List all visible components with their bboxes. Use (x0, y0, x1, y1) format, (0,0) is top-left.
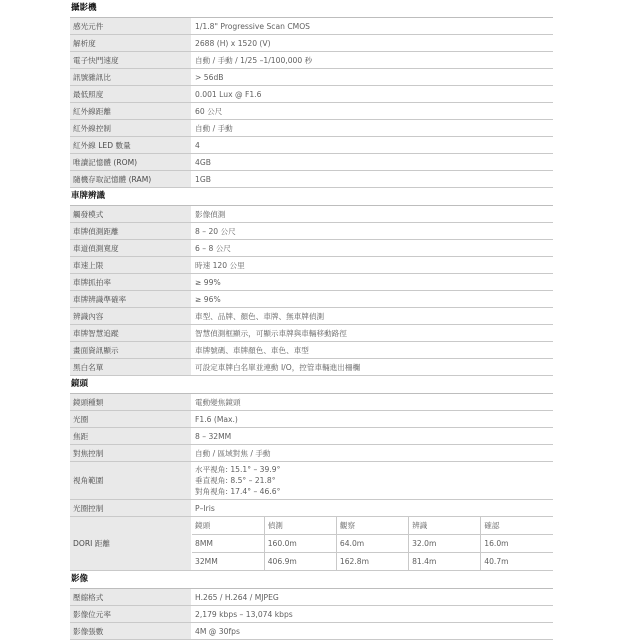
spec-value: > 56dB (192, 69, 554, 86)
spec-row (70, 359, 553, 376)
fov-values (192, 462, 554, 500)
spec-label: 感光元件 (70, 18, 192, 35)
spec-row (70, 291, 553, 308)
spec-label: 隨機存取記憶體 (RAM) (70, 171, 192, 188)
spec-label: 壓縮格式 (70, 589, 192, 606)
spec-label: 影像位元率 (70, 606, 192, 623)
spec-label: 車牌抓拍率 (70, 274, 192, 291)
spec-row (70, 257, 553, 274)
fov-row (70, 462, 553, 500)
spec-row (70, 274, 553, 291)
spec-value: 可設定車牌白名單並連動 I/O，控管車輛進出柵欄 (192, 359, 554, 376)
spec-label: 鏡頭種類 (70, 394, 192, 411)
section-title-video: 影像 (70, 571, 553, 589)
spec-label: 唯讀記憶體 (ROM) (70, 154, 192, 171)
spec-row (70, 342, 553, 359)
spec-value: 智慧偵測框顯示，可顯示車牌與車輛移動路徑 (192, 325, 554, 342)
spec-label: 紅外線距離 (70, 103, 192, 120)
dori-label: DORI 距離 (70, 517, 192, 571)
dori-header: 辨識 (409, 517, 481, 535)
spec-value: 影像偵測 (192, 206, 554, 223)
section-title-lens: 鏡頭 (70, 376, 553, 394)
fov-label: 視角範圍 (70, 462, 192, 500)
spec-row (70, 86, 553, 103)
spec-sheet (70, 0, 553, 640)
spec-label: 辨識內容 (70, 308, 192, 325)
dori-data-row (192, 553, 553, 571)
spec-row (70, 308, 553, 325)
spec-value: 自動 / 區域對焦 / 手動 (192, 445, 554, 462)
dori-header-row (192, 517, 553, 535)
spec-row (70, 137, 553, 154)
spec-value: 2688 (H) x 1520 (V) (192, 35, 554, 52)
spec-value: 4M @ 30fps (192, 623, 554, 640)
spec-value: 8 – 32MM (192, 428, 554, 445)
iris-value: P–Iris (192, 500, 554, 517)
dori-header: 偵測 (264, 517, 336, 535)
spec-label: 訊號雜訊比 (70, 69, 192, 86)
dori-cell-value: 160.0m (264, 535, 336, 553)
spec-value: 電動變焦鏡頭 (192, 394, 554, 411)
dori-data-row (192, 535, 553, 553)
dori-cell-value: 162.8m (336, 553, 408, 571)
dori-cell-value: 32.0m (409, 535, 481, 553)
fov-horizontal: 水平視角: 15.1° – 39.9° (195, 465, 281, 474)
spec-label: 車道偵測寬度 (70, 240, 192, 257)
spec-label: 黑白名單 (70, 359, 192, 376)
spec-row (70, 52, 553, 69)
spec-value: 4 (192, 137, 554, 154)
spec-label: 觸發模式 (70, 206, 192, 223)
spec-label: 車速上限 (70, 257, 192, 274)
spec-value: 0.001 Lux @ F1.6 (192, 86, 554, 103)
spec-label: 解析度 (70, 35, 192, 52)
spec-label: 最低照度 (70, 86, 192, 103)
spec-row (70, 445, 553, 462)
spec-value: 4GB (192, 154, 554, 171)
section-title-camera: 攝影機 (70, 0, 553, 18)
spec-value: 自動 / 手動 (192, 120, 554, 137)
spec-label: 光圈 (70, 411, 192, 428)
spec-value: ≥ 99% (192, 274, 554, 291)
spec-value: 1/1.8" Progressive Scan CMOS (192, 18, 554, 35)
spec-row (70, 35, 553, 52)
video-spec-table (70, 589, 553, 640)
spec-row (70, 171, 553, 188)
spec-value: 2,179 kbps – 13,074 kbps (192, 606, 554, 623)
spec-value: F1.6 (Max.) (192, 411, 554, 428)
fov-vertical: 垂直視角: 8.5° – 21.8° (195, 476, 276, 485)
dori-cell-value: 406.9m (264, 553, 336, 571)
spec-value: 8 – 20 公尺 (192, 223, 554, 240)
dori-table (192, 517, 553, 570)
fov-diagonal: 對角視角: 17.4° – 46.6° (195, 487, 281, 496)
spec-value: 車牌號碼、車牌顏色、車色、車型 (192, 342, 554, 359)
lens-spec-table (70, 394, 553, 571)
spec-row (70, 206, 553, 223)
spec-label: 紅外線控制 (70, 120, 192, 137)
dori-cell-value: 8MM (192, 535, 264, 553)
spec-row (70, 69, 553, 86)
spec-value: 1GB (192, 171, 554, 188)
spec-label: 車牌偵測距離 (70, 223, 192, 240)
dori-cell-value: 40.7m (481, 553, 553, 571)
spec-row (70, 589, 553, 606)
camera-spec-table (70, 18, 553, 188)
spec-row (70, 240, 553, 257)
section-title-lpr: 車牌辨識 (70, 188, 553, 206)
spec-row (70, 103, 553, 120)
spec-value: 車型、品牌、顏色、車牌、無車牌偵測 (192, 308, 554, 325)
spec-row (70, 120, 553, 137)
spec-label: 畫面資訊顯示 (70, 342, 192, 359)
dori-cell-value: 32MM (195, 557, 218, 566)
spec-label: 影像張數 (70, 623, 192, 640)
spec-row (70, 154, 553, 171)
spec-value: 6 – 8 公尺 (192, 240, 554, 257)
spec-label: 車牌辨識準確率 (70, 291, 192, 308)
spec-value: H.265 / H.264 / MJPEG (192, 589, 554, 606)
spec-row (70, 428, 553, 445)
spec-row (70, 325, 553, 342)
spec-label: 紅外線 LED 數量 (70, 137, 192, 154)
dori-header: 觀察 (336, 517, 408, 535)
dori-header: 確認 (481, 517, 553, 535)
dori-cell (192, 517, 554, 571)
spec-row (70, 394, 553, 411)
spec-value: 60 公尺 (192, 103, 554, 120)
spec-value: 時速 120 公里 (192, 257, 554, 274)
spec-label: 車牌智慧追蹤 (70, 325, 192, 342)
spec-label: 對焦控制 (70, 445, 192, 462)
dori-cell-value: 64.0m (336, 535, 408, 553)
dori-cell-value: 81.4m (409, 553, 481, 571)
spec-row (70, 623, 553, 640)
spec-label: 焦距 (70, 428, 192, 445)
dori-row (70, 517, 553, 571)
spec-row (70, 223, 553, 240)
lpr-spec-table (70, 206, 553, 376)
dori-cell-value: 16.0m (481, 535, 553, 553)
spec-label: 電子快門速度 (70, 52, 192, 69)
spec-row (70, 411, 553, 428)
spec-value: ≥ 96% (192, 291, 554, 308)
dori-header: 鏡頭 (192, 517, 264, 535)
iris-label: 光圈控制 (70, 500, 192, 517)
spec-row (70, 18, 553, 35)
spec-row (70, 500, 553, 517)
spec-value: 自動 / 手動 / 1/25 –1/100,000 秒 (192, 52, 554, 69)
